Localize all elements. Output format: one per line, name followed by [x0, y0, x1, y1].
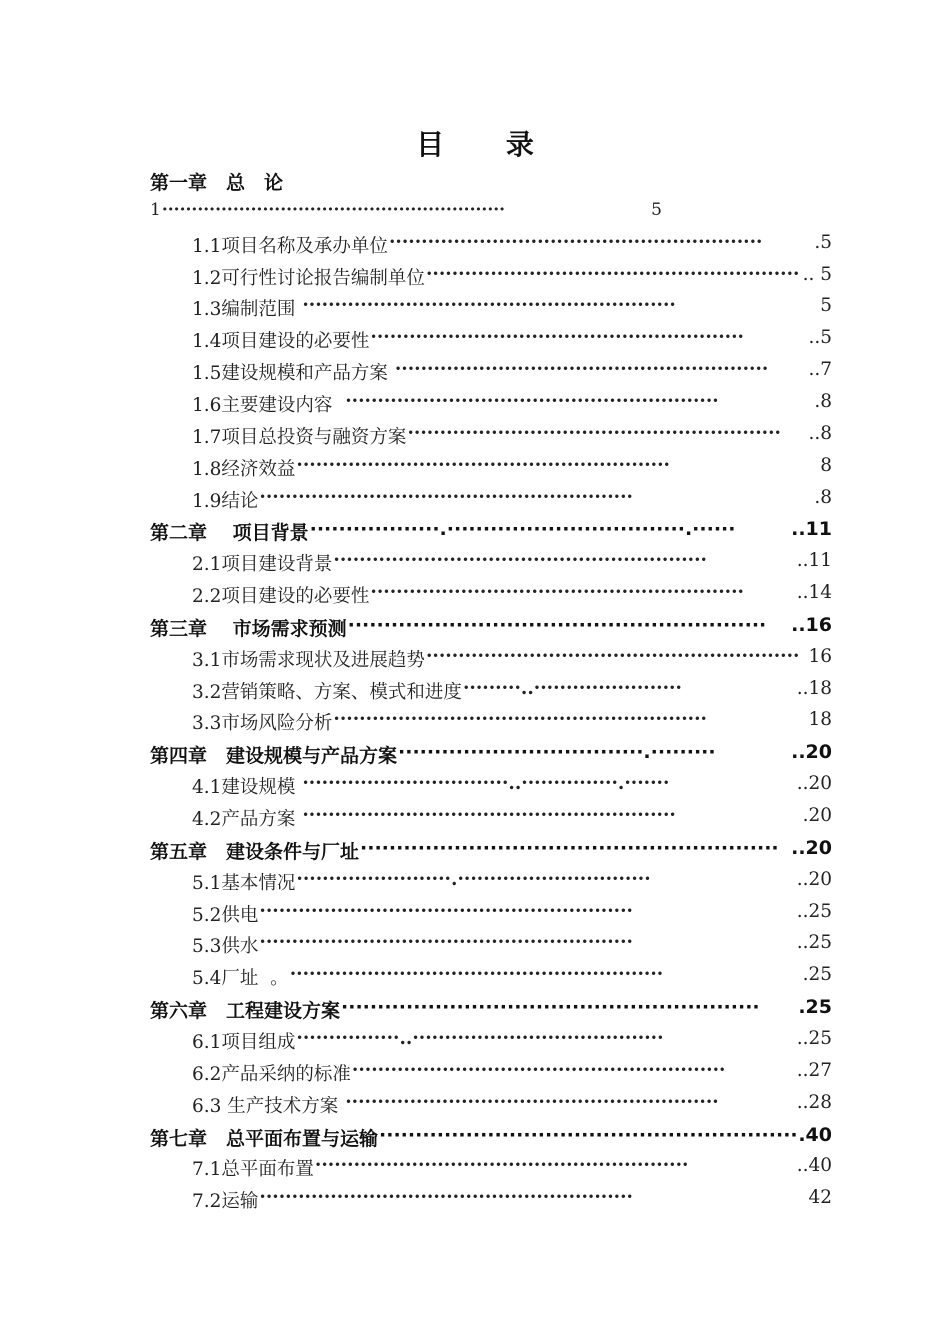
toc-dot-leader: ··························································	[394, 359, 769, 381]
toc-page-number: ..16	[791, 613, 832, 636]
toc-entry-label: 5.2供电	[192, 904, 259, 926]
toc-entry-row[interactable]	[0, 264, 950, 294]
toc-entry-row[interactable]	[0, 869, 950, 899]
toc-entry-row[interactable]	[0, 487, 950, 517]
toc-dot-leader: ··························································	[351, 1059, 726, 1081]
toc-entry-row[interactable]	[0, 964, 950, 994]
toc-entry-row[interactable]	[0, 327, 950, 357]
toc-entry-row[interactable]	[0, 295, 950, 325]
toc-page-number: .5	[814, 231, 832, 253]
toc-entry-label: 第三章 市场需求预测	[150, 617, 347, 640]
toc-page-number: ..14	[796, 582, 832, 604]
toc-entry-label: 6.3 生产技术方案	[192, 1095, 345, 1117]
toc-entry-label: 1.3编制范围	[192, 299, 302, 321]
toc-entry-label: 2.1项目建设背景	[192, 554, 333, 576]
toc-page-number: ..20	[796, 773, 832, 795]
toc-entry-row[interactable]	[0, 232, 950, 262]
toc-entry-label: 3.3市场风险分析	[192, 713, 333, 735]
toc-entry-row[interactable]	[0, 1092, 950, 1122]
toc-chapter-row[interactable]	[0, 168, 950, 198]
toc-entry-row[interactable]	[0, 1155, 950, 1185]
toc-page-number: .8	[814, 486, 832, 508]
toc-entry-label: 7.2运输	[192, 1191, 259, 1213]
toc-dot-leader: ··························································	[302, 295, 676, 317]
toc-entry-label: 5.3供水	[192, 936, 259, 958]
toc-entry-label: 6.1项目组成	[192, 1031, 296, 1053]
toc-entry-label: 4.1建设规模	[192, 777, 302, 799]
toc-entry-row[interactable]	[0, 582, 950, 612]
toc-chapter-row[interactable]	[0, 741, 950, 771]
toc-entry-row[interactable]	[0, 901, 950, 931]
toc-dot-leader: ··························································	[289, 964, 664, 986]
toc-entry-label: 第二章 项目背景	[150, 522, 309, 545]
toc-entry-label: 5.1基本情况	[192, 872, 296, 894]
toc-page-number: ..27	[796, 1059, 832, 1081]
toc-entry-row[interactable]	[0, 1060, 950, 1090]
page-title: 目 录	[416, 128, 560, 161]
toc-dot-leader: ··························································	[259, 486, 633, 508]
toc-page-number: ..11	[791, 518, 832, 541]
toc-dot-leader: ··························································	[425, 263, 800, 285]
toc-entry-label: 4.2产品方案	[192, 809, 302, 830]
toc-page-number: ..11	[796, 550, 832, 572]
toc-page-number: 5	[651, 199, 662, 220]
toc-entry-label: 1.2可行性讨论报告编制单位	[192, 267, 425, 289]
toc-page-number: .25	[802, 964, 832, 986]
toc-dot-leader: ··························································	[259, 900, 633, 922]
toc-entry-label: 1.6主要建设内容	[192, 394, 345, 416]
toc-entry-label: 3.1市场需求现状及进展趋势	[192, 649, 425, 671]
toc-page-number: .20	[802, 805, 832, 826]
toc-entry-label: 第七章 总平面布置与运输	[150, 1127, 379, 1150]
toc-entry-row[interactable]	[0, 359, 950, 389]
toc-dot-leader: ··························································	[360, 836, 779, 859]
toc-chapter-row[interactable]	[0, 1124, 950, 1154]
toc-entry-row[interactable]	[0, 1028, 950, 1058]
toc-dot-leader: ································..···············.·······	[302, 773, 670, 795]
toc-page-number: ..5	[808, 327, 832, 349]
toc-page-number: 5	[820, 295, 832, 317]
toc-entry-label: 1.1项目名称及承办单位	[192, 235, 388, 257]
toc-page-number: 16	[808, 645, 832, 667]
toc-entry-label: 1.8经济效益	[192, 458, 296, 480]
toc-entry-row[interactable]	[0, 773, 950, 803]
toc-page-number: ..7	[808, 359, 832, 381]
toc-dot-leader: ··························································	[302, 805, 676, 826]
toc-page-number: 42	[808, 1187, 832, 1209]
toc-entry-label: 6.2产品采纳的标准	[192, 1063, 351, 1085]
toc-dot-leader: ··································.·········	[398, 741, 716, 764]
toc-dot-leader: ··························································	[259, 932, 633, 954]
toc-dot-leader: ··························································	[333, 709, 707, 731]
toc-page-number: ..40	[796, 1155, 832, 1177]
toc-page-number: 18	[808, 709, 832, 731]
toc-page-number: ..25	[796, 932, 832, 954]
toc-dot-leader: ··························································	[379, 1123, 798, 1146]
toc-page-number: ..20	[791, 836, 832, 859]
toc-page-number: ..28	[796, 1091, 832, 1113]
toc-entry-row[interactable]	[0, 709, 950, 739]
toc-entry-label: 1	[150, 199, 161, 220]
toc-dot-leader: ··························································	[345, 390, 719, 412]
toc-chapter-row[interactable]	[0, 518, 950, 548]
toc-entry-row[interactable]	[0, 550, 950, 580]
toc-entry-row[interactable]	[0, 455, 950, 485]
toc-page-number: ..20	[796, 868, 832, 890]
toc-dot-leader: ··························································	[370, 582, 744, 604]
toc-chapter-row[interactable]	[0, 614, 950, 644]
toc-entry-row[interactable]	[0, 932, 950, 962]
toc-dot-leader: ··························································	[341, 996, 760, 1019]
toc-page-number: ..25	[796, 1027, 832, 1049]
toc-dot-leader: ··························································	[388, 231, 763, 253]
toc-entry-label: 7.1总平面布置	[192, 1159, 314, 1181]
toc-dot-leader: ··························································	[407, 422, 781, 444]
toc-dot-leader: ·········..·······················	[462, 677, 682, 699]
toc-entry-row[interactable]	[0, 423, 950, 453]
toc-entry-label: 1.4项目建设的必要性	[192, 331, 370, 353]
toc-entry-row[interactable]	[0, 391, 950, 421]
toc-chapter-row[interactable]	[0, 837, 950, 867]
toc-dot-leader: ··························································	[333, 550, 707, 572]
toc-entry-label: 1.7项目总投资与融资方案	[192, 426, 407, 448]
toc-page-number: .25	[798, 996, 832, 1019]
toc-entry-label: 5.4厂址 。	[192, 968, 289, 990]
toc-dot-leader: ··························································	[296, 454, 670, 476]
toc-entry-label: 1.9结论	[192, 490, 259, 512]
toc-dot-leader: ··························································	[347, 613, 767, 636]
toc-entry-label: 第一章 总 论	[150, 172, 284, 194]
toc-entry-label: 第四章 建设规模与产品方案	[150, 745, 398, 768]
toc-entry-label: 第五章 建设条件与厂址	[150, 840, 360, 863]
toc-page-number: ..18	[796, 677, 832, 699]
toc-dot-leader: ··················.·································.······	[309, 518, 736, 541]
toc-page-number: ..8	[808, 422, 832, 444]
toc-entry-label: 1.5建设规模和产品方案	[192, 363, 394, 385]
toc-dot-leader: ··························································	[314, 1155, 689, 1177]
toc-page-number: ..25	[796, 900, 832, 922]
toc-entry-row[interactable]	[0, 678, 950, 708]
toc-dot-leader: ··························································	[161, 199, 506, 220]
toc-entry-label: 3.2营销策略、方案、模式和进度	[192, 681, 462, 703]
toc-page-number: .. 5	[802, 263, 832, 285]
toc-dot-leader: ··························································	[370, 327, 744, 349]
toc-dot-leader: ··························································	[345, 1091, 719, 1113]
toc-dot-leader: ··························································	[259, 1187, 633, 1209]
toc-entry-row[interactable]	[0, 805, 950, 835]
toc-page-number: .40	[798, 1123, 832, 1146]
toc-entry-label: 2.2项目建设的必要性	[192, 586, 370, 608]
toc-entry-row[interactable]	[0, 200, 950, 230]
toc-entry-row[interactable]	[0, 1187, 950, 1217]
toc-page-number: ..20	[791, 741, 832, 764]
toc-dot-leader: ··························································	[425, 645, 800, 667]
toc-dot-leader: ················..·······································	[296, 1027, 664, 1049]
toc-entry-label: 第六章 工程建设方案	[150, 1000, 341, 1023]
toc-page-number: .8	[814, 390, 832, 412]
toc-dot-leader: ························.······························	[296, 868, 651, 890]
toc-entry-row[interactable]	[0, 646, 950, 676]
toc-page-number: 8	[820, 454, 832, 476]
toc-chapter-row[interactable]	[0, 996, 950, 1026]
